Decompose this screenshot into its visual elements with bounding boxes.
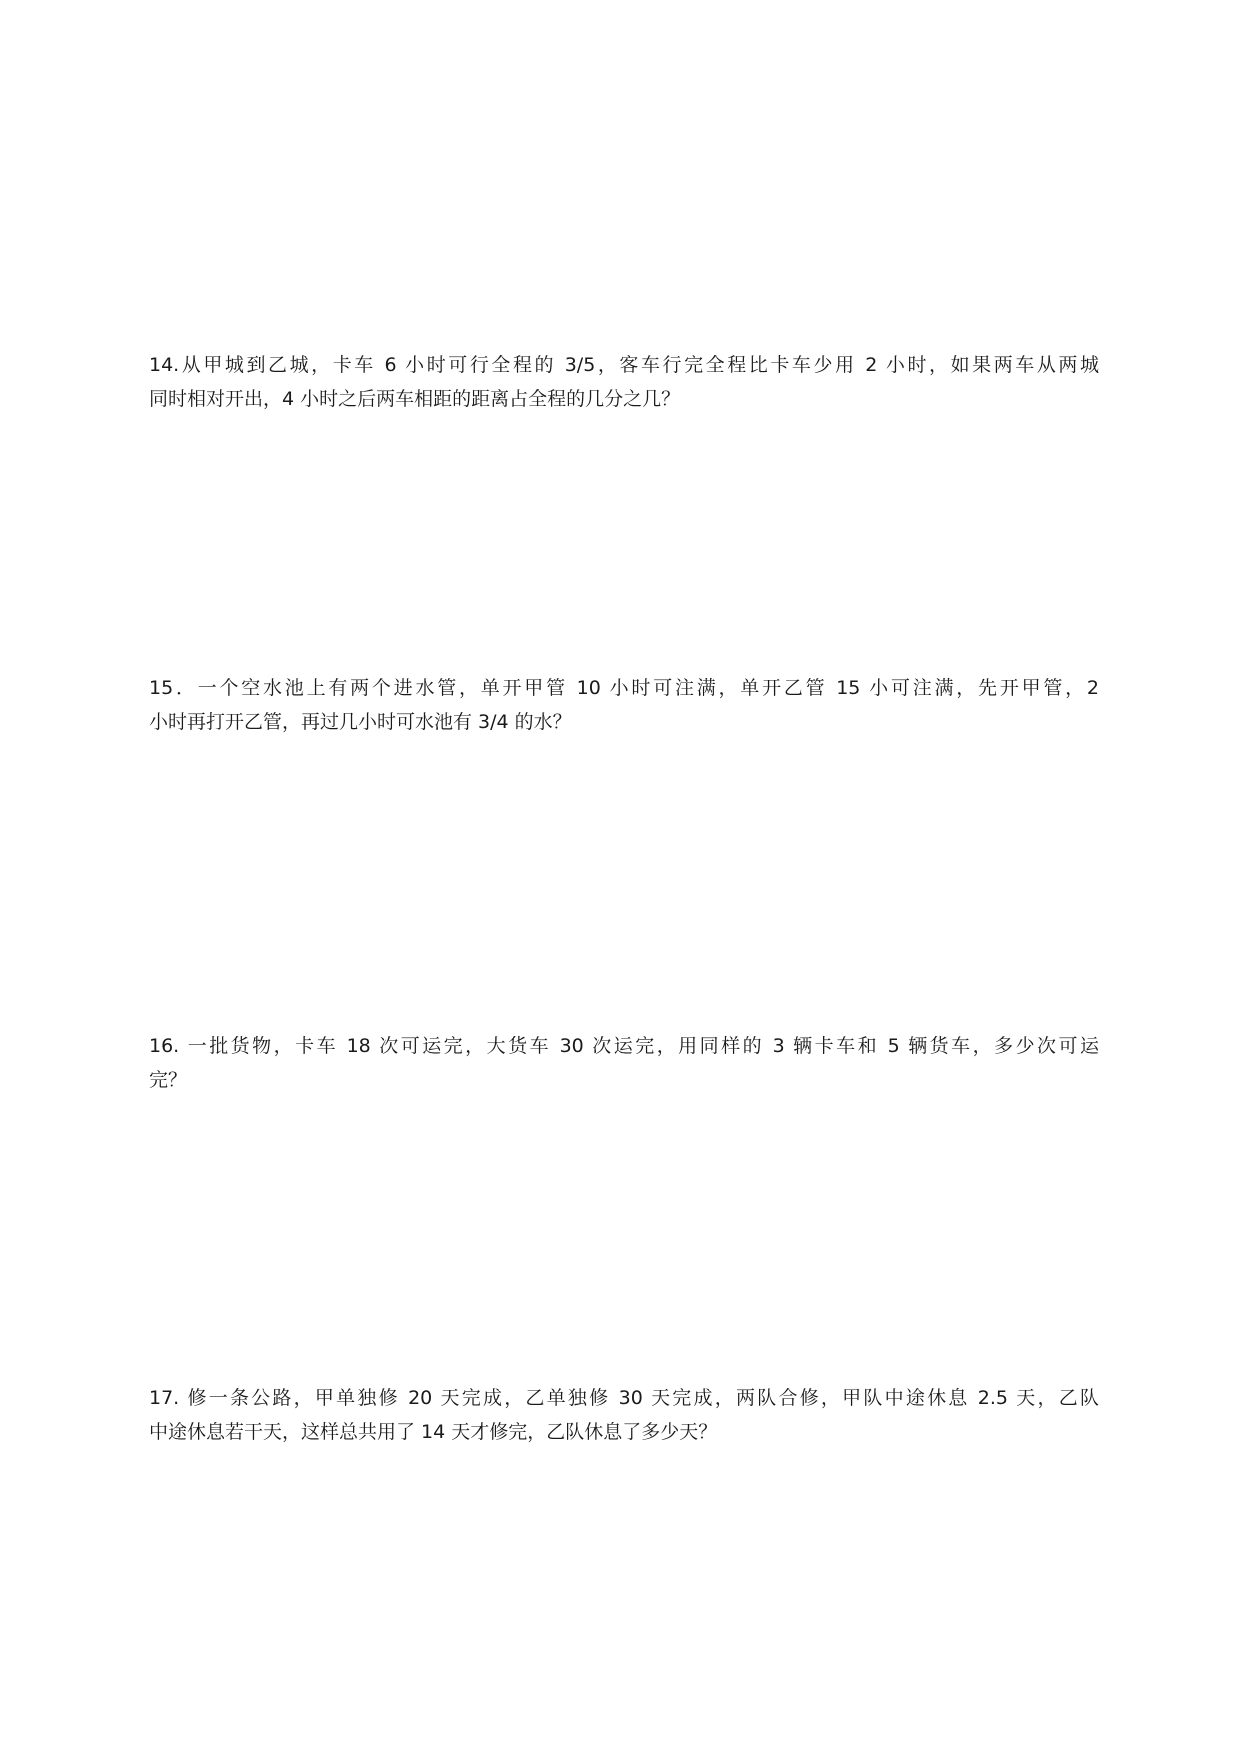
question-14-line-2: 同时相对开出，4 小时之后两车相距的距离占全程的几分之几？: [149, 388, 681, 410]
question-14: [149, 348, 1099, 416]
question-16: [149, 1029, 1099, 1097]
question-17: [149, 1381, 1099, 1449]
question-16-line-2: 完？: [149, 1069, 188, 1091]
question-17-line-1: 17. 修一条公路，甲单独修 20 天完成，乙单独修 30 天完成，两队合修，甲队中途休息 2.5 天，乙队: [149, 1387, 1099, 1409]
question-15: [149, 671, 1099, 739]
question-15-line-2: 小时再打开乙管，再过几小时可水池有 3/4 的水？: [149, 711, 572, 733]
question-17-line-2: 中途休息若干天，这样总共用了 14 天才修完，乙队休息了多少天？: [149, 1421, 718, 1443]
question-14-line-1: 14.从甲城到乙城，卡车 6 小时可行全程的 3/5，客车行完全程比卡车少用 2 小时，如果两车从两城: [149, 354, 1099, 376]
question-15-line-1: 15．一个空水池上有两个进水管，单开甲管 10 小时可注满，单开乙管 15 小可注满，先开甲管，2: [149, 677, 1099, 699]
question-16-line-1: 16. 一批货物，卡车 18 次可运完，大货车 30 次运完，用同样的 3 辆卡车和 5 辆货车，多少次可运: [149, 1035, 1099, 1057]
